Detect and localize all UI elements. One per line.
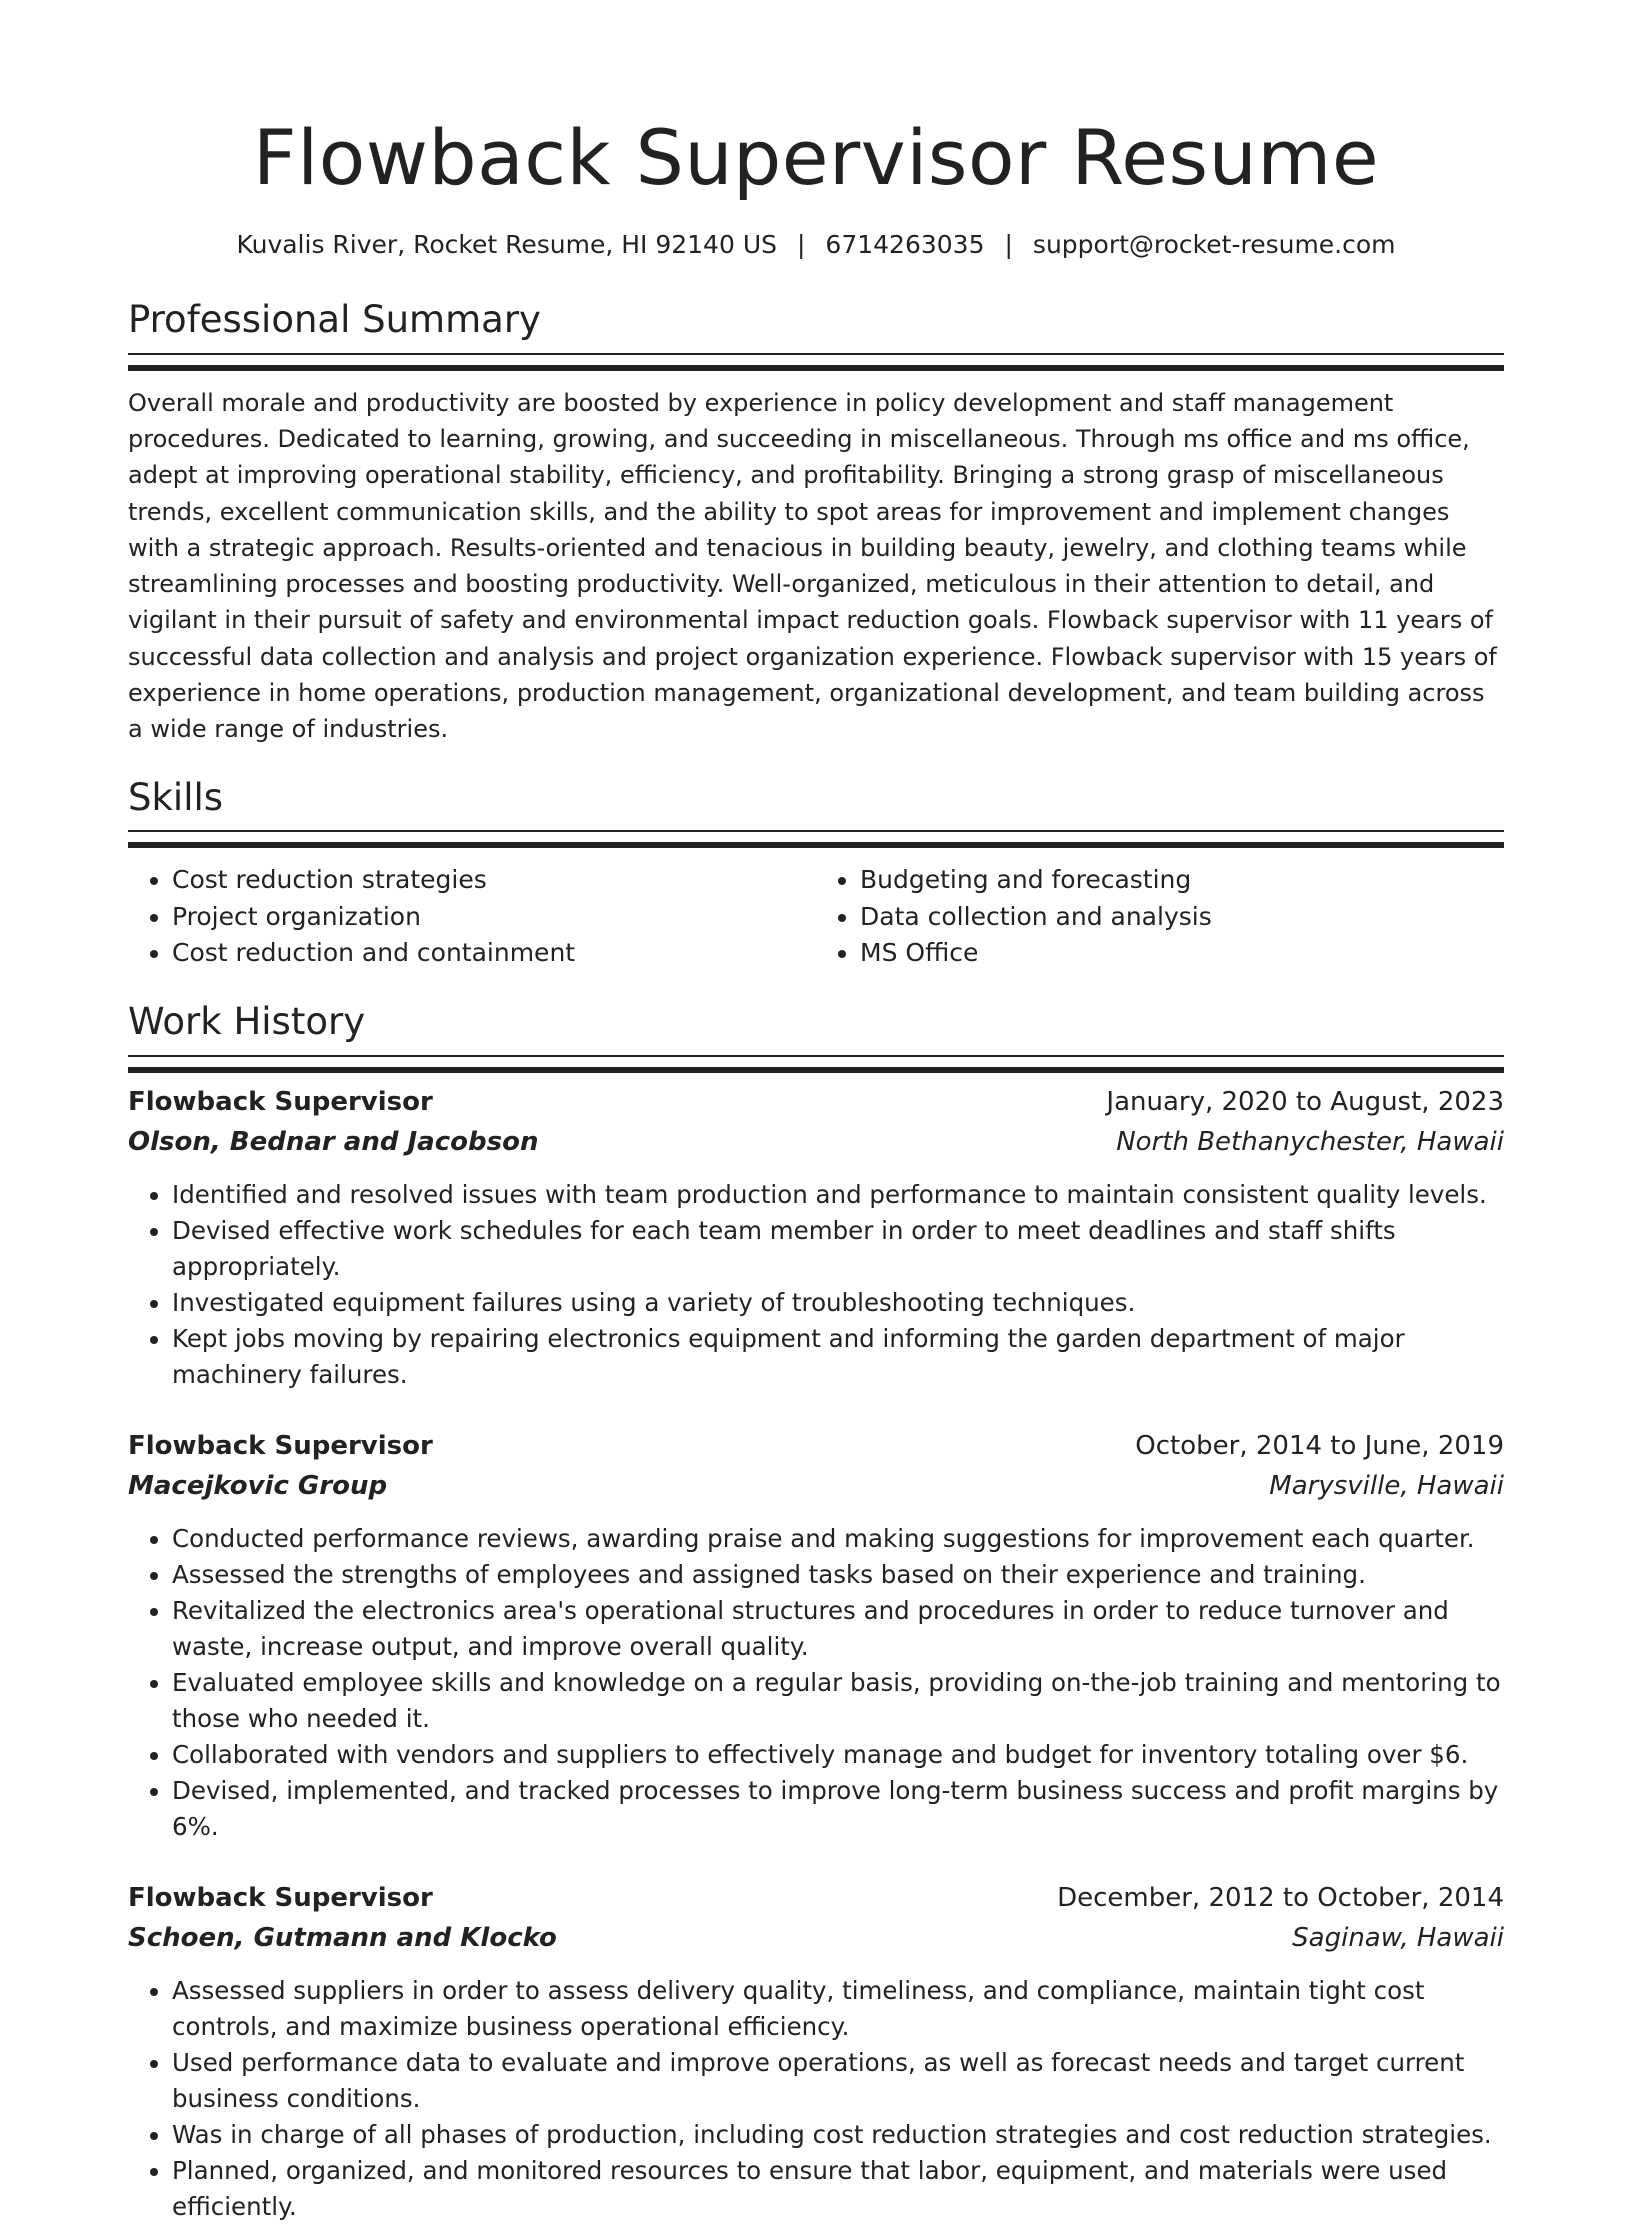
job-entry (128, 1431, 1504, 1845)
job-header (128, 1431, 1504, 1461)
job-bullet: • Devised, implemented, and tracked processes to improve long-term business success and profit margins by 6%. (172, 1773, 1504, 1845)
job-location: Saginaw, Hawaii (1292, 1922, 1504, 1953)
summary-text: Overall morale and productivity are boosted by experience in policy development and staff management procedures. Dedicated to learning, growing, and succeeding in miscellaneous. Through ms office and ms office, adept at improving operational stability, efficiency, and profitability. Bringing a strong grasp of miscellaneous trends, excellent communication skills, and the ability to spot areas for improvement and implement changes with a strategic approach. Results-oriented and tenacious in building beauty, jewelry, and clothing teams while streamlining processes and boosting productivity. Well-organized, meticulous in their attention to detail, and vigilant in their pursuit of safety and environmental impact reduction goals. Flowback supervisor with 11 years of successful data collection and analysis and project organization experience. Flowback supervisor with 15 years of experience in home operations, production management, organizational development, and team building across a wide range of industries. (128, 388, 1497, 744)
page-title: Flowback Supervisor Resume (252, 113, 1380, 202)
section-divider (128, 1055, 1504, 1073)
job-location: Marysville, Hawaii (1269, 1470, 1504, 1501)
job-dates: October, 2014 to June, 2019 (1135, 1430, 1504, 1461)
job-subheader (128, 1127, 1504, 1157)
job-title: Flowback Supervisor (128, 1882, 433, 1913)
job-title: Flowback Supervisor (128, 1086, 433, 1117)
contact-separator: | (1004, 230, 1013, 259)
job-bullet: • Devised effective work schedules for each team member in order to meet deadlines and staff shifts appropriately. (172, 1213, 1504, 1285)
skill-item: • Budgeting and forecasting (860, 862, 1504, 899)
job-bullet: • Conducted performance reviews, awarding praise and making suggestions for improvement each quarter. (172, 1521, 1504, 1557)
job-subheader (128, 1923, 1504, 1953)
job-bullet: • Revitalized the electronics area's operational structures and procedures in order to reduce turnover and waste, increase output, and improve overall quality. (172, 1593, 1504, 1665)
job-header (128, 1087, 1504, 1117)
job-bullets (128, 1521, 1504, 1845)
job-bullet: • Investigated equipment failures using a variety of troubleshooting techniques. (172, 1285, 1504, 1321)
job-subheader (128, 1471, 1504, 1501)
skill-item: • MS Office (860, 935, 1504, 972)
job-location: North Bethanychester, Hawaii (1116, 1126, 1504, 1157)
job-bullet: • Identified and resolved issues with team production and performance to maintain consistent quality levels. (172, 1177, 1504, 1213)
job-bullet: • Planned, organized, and monitored resources to ensure that labor, equipment, and materials were used efficiently. (172, 2153, 1504, 2225)
job-entry (128, 1087, 1504, 1393)
contact-address: Kuvalis River, Rocket Resume, HI 92140 US (236, 230, 777, 259)
job-bullet: • Assessed suppliers in order to assess delivery quality, timeliness, and compliance, maintain tight cost controls, and maximize business operational efficiency. (172, 1973, 1504, 2045)
skills-column-left (128, 862, 816, 972)
contact-line (128, 230, 1504, 260)
job-bullet: • Kept jobs moving by repairing electronics equipment and informing the garden department of major machinery failures. (172, 1321, 1504, 1393)
professional-summary-section (128, 300, 1504, 748)
job-header (128, 1883, 1504, 1913)
job-company: Schoen, Gutmann and Klocko (128, 1922, 557, 1953)
job-bullet: • Used performance data to evaluate and improve operations, as well as forecast needs and target current business conditions. (172, 2045, 1504, 2117)
job-bullet: • Was in charge of all phases of production, including cost reduction strategies and cost reduction strategies. (172, 2117, 1504, 2153)
job-bullets (128, 1973, 1504, 2225)
job-title: Flowback Supervisor (128, 1430, 433, 1461)
job-bullet: • Assessed the strengths of employees and assigned tasks based on their experience and training. (172, 1557, 1504, 1593)
section-heading-work-history: Work History (128, 999, 366, 1043)
job-dates: January, 2020 to August, 2023 (1106, 1086, 1504, 1117)
contact-phone: 6714263035 (825, 230, 985, 259)
section-divider (128, 353, 1504, 371)
job-bullet: • Evaluated employee skills and knowledge on a regular basis, providing on-the-job training and mentoring to those who needed it. (172, 1665, 1504, 1737)
job-bullets (128, 1177, 1504, 1393)
section-heading-skills: Skills (128, 775, 224, 819)
skills-grid (128, 862, 1504, 972)
section-divider (128, 830, 1504, 848)
job-company: Olson, Bednar and Jacobson (128, 1126, 539, 1157)
contact-email: support@rocket-resume.com (1032, 230, 1396, 259)
job-company: Macejkovic Group (128, 1470, 388, 1501)
section-heading-summary: Professional Summary (128, 298, 541, 341)
contact-separator: | (796, 230, 806, 259)
skills-column-right (816, 862, 1504, 972)
job-entry (128, 1883, 1504, 2225)
job-bullet: • Collaborated with vendors and suppliers to effectively manage and budget for inventory totaling over $6. (172, 1737, 1504, 1773)
work-history-section (128, 999, 1504, 2225)
skills-section (128, 775, 1504, 972)
skill-item: • Cost reduction strategies (172, 862, 816, 899)
job-dates: December, 2012 to October, 2014 (1057, 1882, 1504, 1913)
skill-item: • Cost reduction and containment (172, 935, 816, 972)
skill-item: • Data collection and analysis (860, 899, 1504, 936)
skill-item: • Project organization (172, 899, 816, 936)
